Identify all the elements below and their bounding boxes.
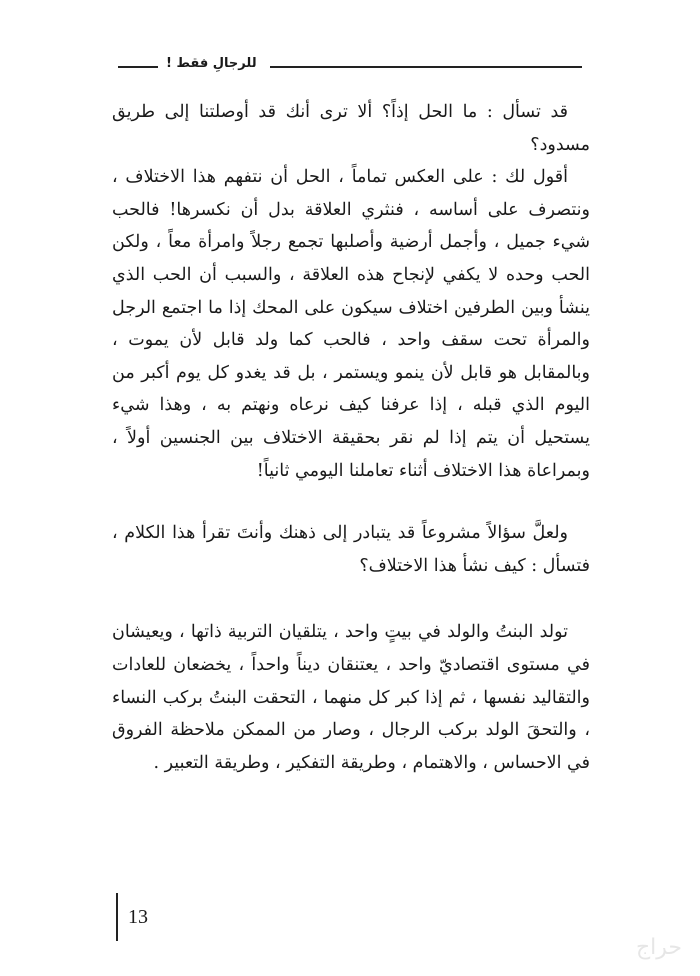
running-header: [118, 56, 582, 76]
header-rule-left: [118, 66, 158, 68]
header-rule-right: [270, 66, 582, 68]
running-title: للرجالِ فقط !: [166, 56, 257, 71]
paragraph-answer: أقول لك : على العكس تماماً ، الحل أن نتفهم هذا الاختلاف ، ونتصرف على أساسه ، فنثري العلاقة بدل أن نكسرها! فالحب شيء جميل ، وأجمل أرضية وأصلبها تجمع رجلاً وامرأة معاً ، ولكن الحب وحده لا يكفي لإنجاح هذه العلاقة ، والسبب أن الحب الذي ينشأ وبين الطرفين اختلاف سيكون على المحك إذا ما اجتمع الرجل والمرأة تحت سقف واحد ، فالحب كما ولد قابل لأن يموت ، وبالمقابل هو قابل لأن ينمو ويستمر ، بل قد يغدو كل يوم أكبر من اليوم الذي قبله ، إذا عرفنا كيف نرعاه ونهتم به ، وهذا شيء يستحيل أن يتم إذا لم نقر بحقيقة الاختلاف بين الجنسين أولاً ، وبمراعاة هذا الاختلاف أثناء تعاملنا اليومي ثانياً!: [112, 167, 590, 481]
paragraph-spacer: [112, 582, 590, 616]
watermark-logo: حراج: [635, 935, 682, 960]
paragraph-upbringing: تولد البنتُ والولد في بيتٍ واحد ، يتلقيان التربية ذاتها ، ويعيشان في مستوى اقتصاديّ واحد ، يعتنقان ديناً واحداً ، يخضعان للعادات والتقاليد نفسها ، ثم إذا كبر كل منهما ، التحقت البنتُ بركب النساء ، والتحقَ الولد بركب الرجال ، وصار من الممكن ملاحظة الفروق في الاحساس ، والاهتمام ، وطريقة التفكير ، وطريقة التعبير .: [112, 622, 590, 773]
paragraph-spacer: [112, 487, 590, 517]
page-body: [112, 96, 590, 779]
paragraph-origin-question: ولعلَّ سؤالاً مشروعاً قد يتبادر إلى ذهنك وأنتَ تقرأ هذا الكلام ، فتسأل : كيف نشأ هذا الاختلاف؟: [112, 523, 590, 576]
paragraph-question: قد تسأل : ما الحل إذاً؟ ألا ترى أنك قد أوصلتنا إلى طريق مسدود؟: [112, 102, 590, 155]
page-number: 13: [116, 893, 148, 941]
